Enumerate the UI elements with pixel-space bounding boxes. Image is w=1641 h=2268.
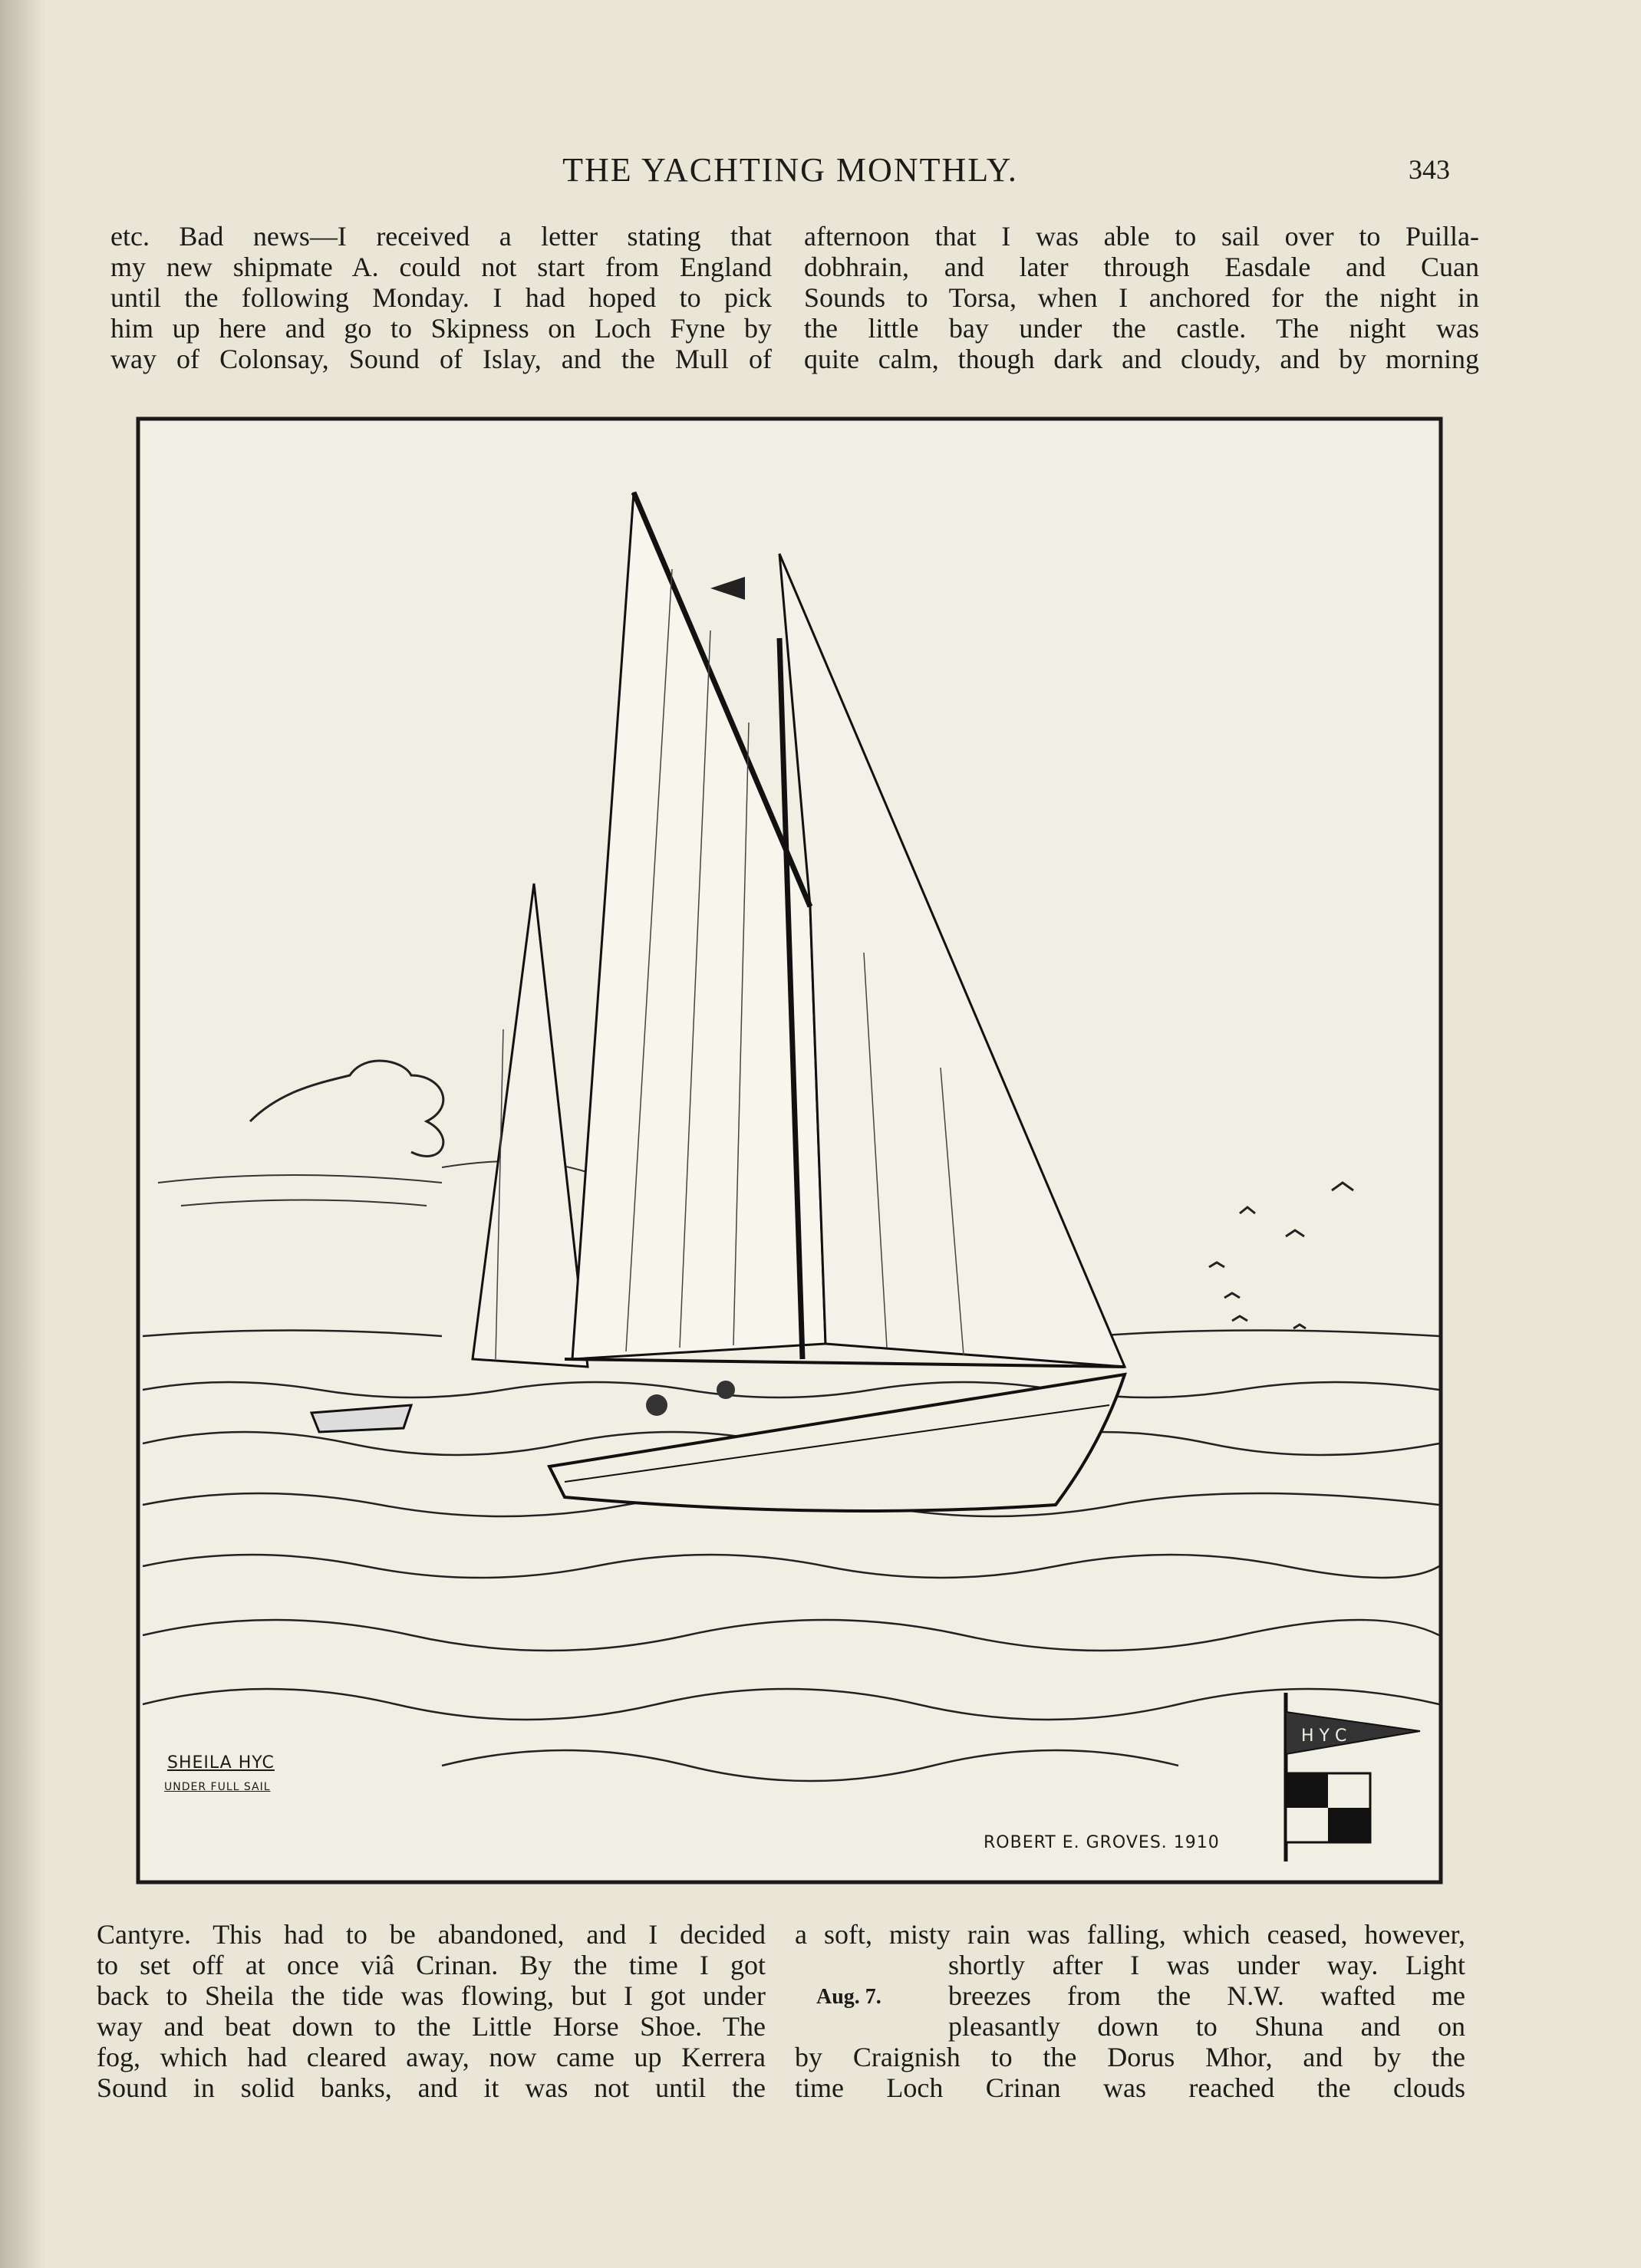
- pennant-lettering: H Y C: [1301, 1727, 1347, 1746]
- text-column-top-right: [804, 221, 1479, 374]
- text-line: Cantyre. This had to be abandoned, and I decided: [97, 1919, 766, 1950]
- text-line: way and beat down to the Little Horse Shoe. The: [97, 2011, 766, 2042]
- text-line: to set off at once viâ Crinan. By the time I got: [97, 1950, 766, 1980]
- margin-date-note: Aug. 7.: [816, 1985, 881, 2009]
- text-column-bottom-right: [795, 1919, 1465, 2103]
- artist-signature: ROBERT E. GROVES. 1910: [984, 1833, 1220, 1852]
- text-line: back to Sheila the tide was flowing, but I got under: [97, 1980, 766, 2011]
- illustration-drawing: [135, 416, 1444, 1885]
- page-number: 343: [1409, 154, 1450, 185]
- figure-caption-name: SHEILA HYC: [167, 1753, 275, 1773]
- text-line: etc. Bad news—I received a letter stating that: [110, 221, 772, 252]
- text-line: breezes from the N.W. wafted me: [948, 1980, 1465, 2011]
- running-header-title: THE YACHTING MONTHLY.: [562, 151, 1018, 189]
- sailing-yacht-illustration: [135, 416, 1444, 1885]
- text-line: Sounds to Torsa, when I anchored for the night in: [804, 282, 1479, 313]
- text-column-bottom-left: [97, 1919, 766, 2103]
- text-line: the little bay under the castle. The night was: [804, 313, 1479, 344]
- text-line: afternoon that I was able to sail over to Puilla-: [804, 221, 1479, 252]
- text-line: shortly after I was under way. Light: [948, 1950, 1465, 1980]
- text-line: him up here and go to Skipness on Loch Fyne by: [110, 313, 772, 344]
- figure-caption-subtitle: UNDER FULL SAIL: [164, 1781, 271, 1793]
- text-line: until the following Monday. I had hoped to pick: [110, 282, 772, 313]
- text-line: time Loch Crinan was reached the clouds: [795, 2072, 1465, 2103]
- text-line: dobhrain, and later through Easdale and Cuan: [804, 252, 1479, 282]
- text-line: by Craignish to the Dorus Mhor, and by the: [795, 2042, 1465, 2072]
- text-line: pleasantly down to Shuna and on: [948, 2011, 1465, 2042]
- text-line: a soft, misty rain was falling, which ceased, however,: [795, 1919, 1465, 1950]
- text-line: fog, which had cleared away, now came up Kerrera: [97, 2042, 766, 2072]
- text-line: Sound in solid banks, and it was not until the: [97, 2072, 766, 2103]
- text-line: quite calm, though dark and cloudy, and by morning: [804, 344, 1479, 374]
- text-line: way of Colonsay, Sound of Islay, and the Mull of: [110, 344, 772, 374]
- text-column-top-left: [110, 221, 772, 374]
- text-line: my new shipmate A. could not start from England: [110, 252, 772, 282]
- page-gutter-shadow: [0, 0, 46, 2268]
